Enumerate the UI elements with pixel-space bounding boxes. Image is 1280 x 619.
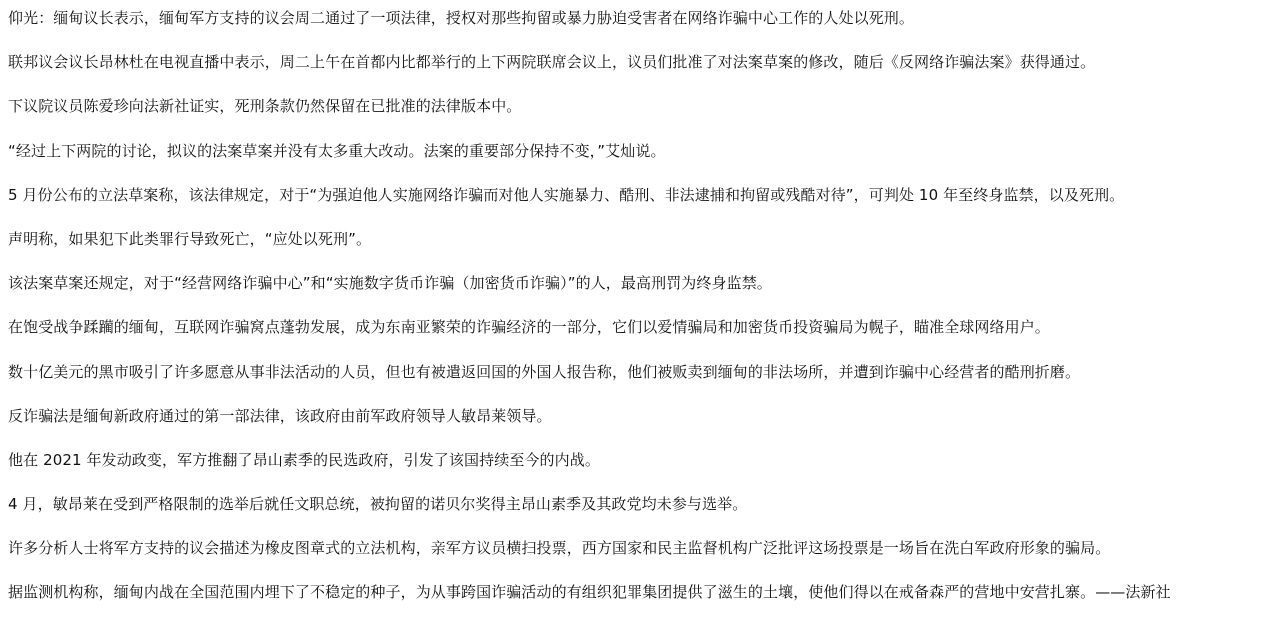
paragraph-6: 声明称，如果犯下此类罪行导致死亡，“应处以死刑”。: [8, 229, 372, 248]
paragraph-12: 4 月，敏昂莱在受到严格限制的选举后就任文职总统，被拘留的诺贝尔奖得主昂山素季及其政党均未参与选举。: [8, 495, 748, 514]
paragraph-1: 仰光：缅甸议长表示，缅甸军方支持的议会周二通过了一项法律，授权对那些拘留或暴力胁迫受害者在网络诈骗中心工作的人处以死刑。: [8, 9, 915, 27]
paragraph-3: 下议院议员陈爱珍向法新社证实，死刑条款仍然保留在已批准的法律版本中。: [8, 97, 522, 116]
paragraph-10: 反诈骗法是缅甸新政府通过的第一部法律，该政府由前军政府领导人敏昂莱领导。: [8, 406, 552, 425]
paragraph-2: 联邦议会议长昂林杜在电视直播中表示，周二上午在首都内比都举行的上下两院联席会议上，议员们批准了对法案草案的修改，随后《反网络诈骗法案》获得通过。: [8, 53, 1096, 72]
paragraph-11: 他在 2021 年发动政变，军方推翻了昂山素季的民选政府，引发了该国持续至今的内战。: [8, 450, 600, 469]
paragraph-5: 5 月份公布的立法草案称，该法律规定，对于“为强迫他人实施网络诈骗而对他人实施暴力、酷刑、非法逮捕和拘留或残酷对待”，可判处 10 年至终身监禁，以及死刑。: [8, 185, 1125, 204]
paragraph-4: “经过上下两院的讨论，拟议的法案草案并没有太多重大改动。法案的重要部分保持不变，”艾灿说。: [8, 141, 666, 160]
paragraph-14: 据监测机构称，缅甸内战在全国范围内埋下了不稳定的种子，为从事跨国诈骗活动的有组织犯罪集团提供了滋生的土壤，使他们得以在戒备森严的营地中安营扎寨。——法新社: [8, 583, 1171, 602]
paragraph-13: 许多分析人士将军方支持的议会描述为橡皮图章式的立法机构，亲军方议员横扫投票，西方国家和民主监督机构广泛批评这场投票是一场旨在洗白军政府形象的骗局。: [8, 539, 1111, 558]
article-body: [8, 0, 1273, 619]
paragraph-7: 该法案草案还规定，对于“经营网络诈骗中心”和“实施数字货币诈骗（加密货币诈骗）”的人，最高刑罚为终身监禁。: [8, 274, 772, 293]
paragraph-9: 数十亿美元的黑市吸引了许多愿意从事非法活动的人员，但也有被遣返回国的外国人报告称，他们被贩卖到缅甸的非法场所，并遭到诈骗中心经营者的酷刑折磨。: [8, 362, 1081, 381]
paragraph-8: 在饱受战争蹂躏的缅甸，互联网诈骗窝点蓬勃发展，成为东南亚繁荣的诈骗经济的一部分，它们以爱情骗局和加密货币投资骗局为幌子，瞄准全球网络用户。: [8, 318, 1050, 337]
